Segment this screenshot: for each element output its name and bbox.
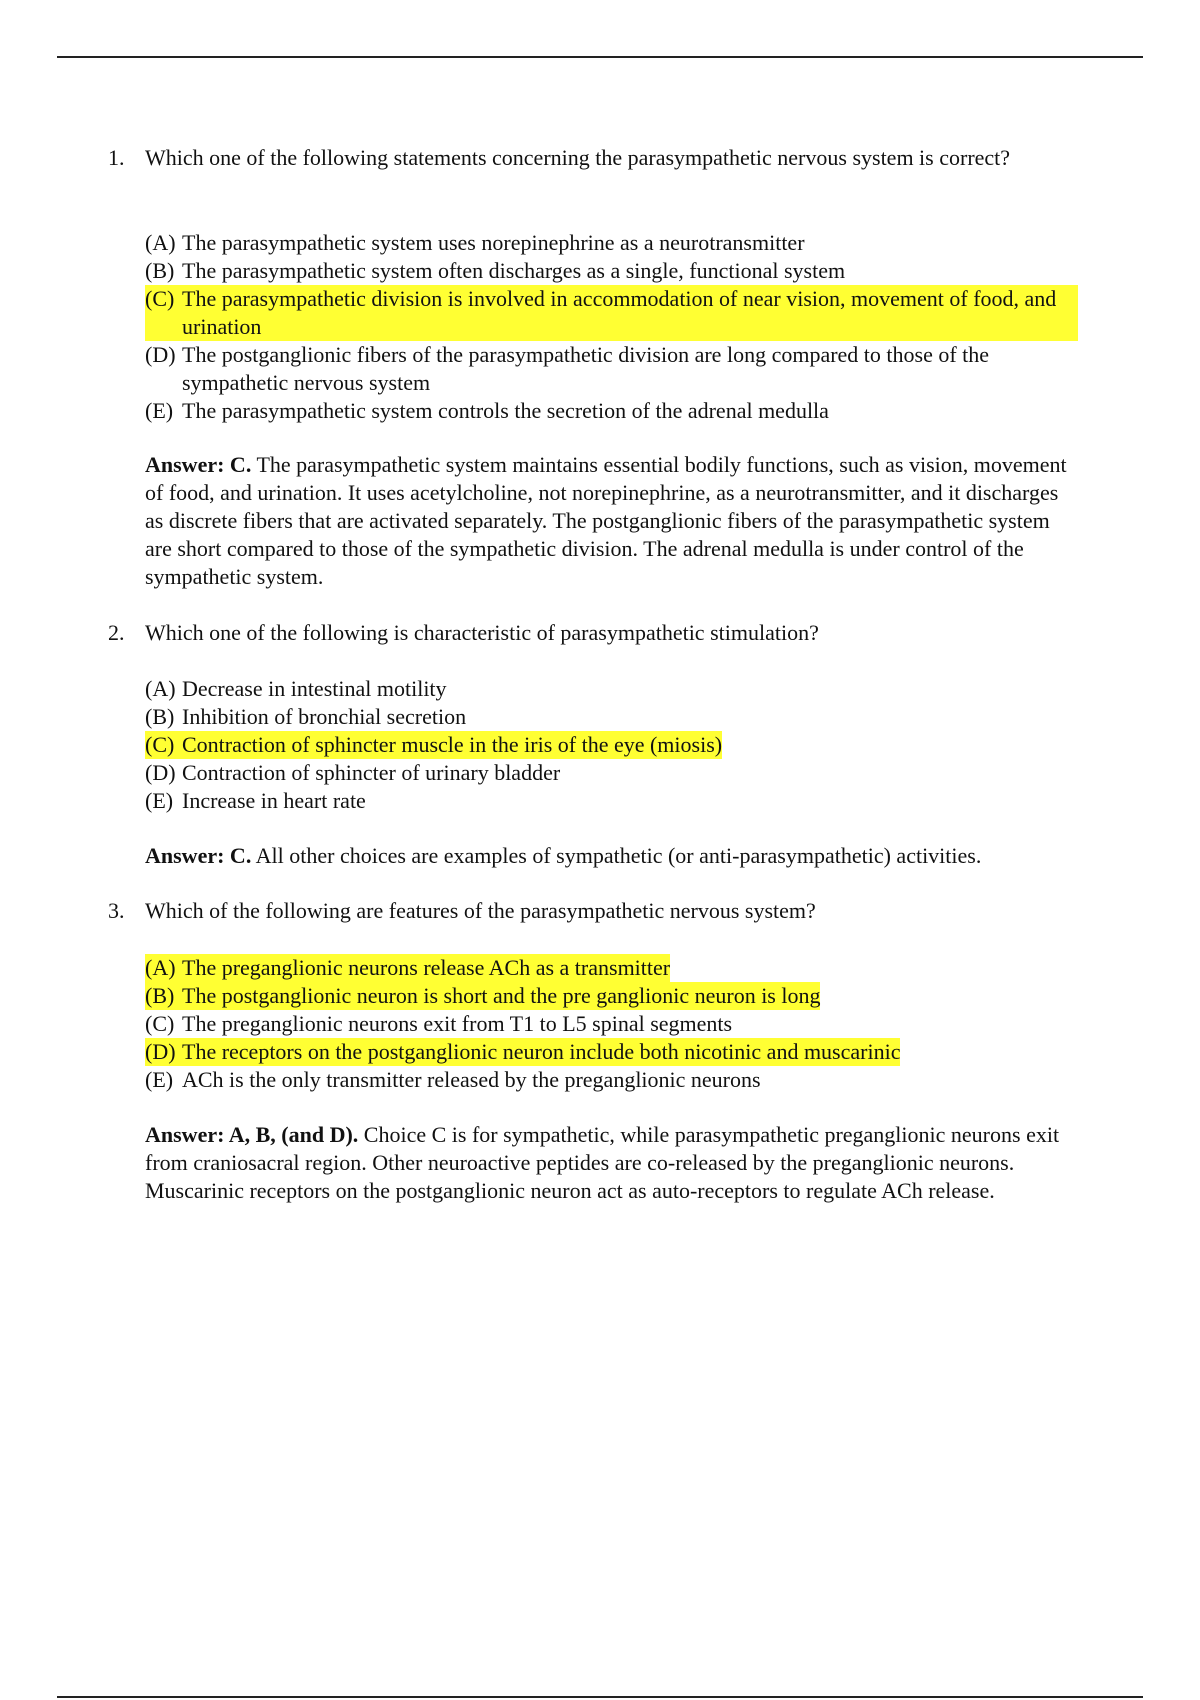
option-a (145, 675, 1078, 703)
option-label: (B) (145, 704, 175, 729)
option-text: The postganglionic neuron is short and the pre ganglionic neuron is long (182, 983, 821, 1008)
question-2 (108, 619, 1078, 647)
question-text: Which of the following are features of the parasympathetic nervous system? (145, 898, 816, 923)
option-label: (E) (145, 1067, 174, 1092)
option-b (145, 982, 820, 1010)
option-text: The receptors on the postganglionic neuron include both nicotinic and muscarinic (182, 1039, 901, 1064)
option-label: (D) (145, 1039, 176, 1064)
option-text: Inhibition of bronchial secretion (182, 704, 467, 729)
question-number: 3. (108, 898, 125, 923)
answer-explanation (108, 842, 1078, 870)
option-text: Contraction of sphincter of urinary bladder (182, 760, 561, 785)
option-d (145, 759, 1078, 787)
option-label: (A) (145, 955, 176, 980)
option-text: The preganglionic neurons release ACh as a transmitter (182, 955, 671, 980)
question-text: Which one of the following statements concerning the parasympathetic nervous system is correct? (145, 145, 1011, 170)
question-text: Which one of the following is characteristic of parasympathetic stimulation? (145, 620, 819, 645)
option-d (145, 1038, 900, 1066)
option-label: (D) (145, 760, 176, 785)
option-b (145, 257, 1078, 285)
option-text: Contraction of sphincter muscle in the iris of the eye (miosis) (182, 732, 723, 757)
option-text: The parasympathetic system uses norepinephrine as a neurotransmitter (182, 230, 805, 255)
option-label: (E) (145, 398, 174, 423)
question-1 (108, 144, 1078, 172)
option-label: (A) (145, 676, 176, 701)
option-label: (C) (145, 1011, 175, 1036)
option-e (145, 397, 1078, 425)
answer-explanation (108, 451, 1078, 591)
option-text: Increase in heart rate (182, 788, 366, 813)
option-a (145, 954, 670, 982)
option-text: The preganglionic neurons exit from T1 to L5 spinal segments (182, 1011, 733, 1036)
option-text: The parasympathetic division is involved in accommodation of near vision, movement of food, and urination (182, 286, 1057, 339)
option-text: Decrease in intestinal motility (182, 676, 447, 701)
answer-label: Answer: C. (145, 452, 252, 477)
bottom-rule (57, 1696, 1143, 1698)
option-text: The postganglionic fibers of the parasympathetic division are long compared to those of the sympathetic nervous system (182, 342, 990, 395)
option-label: (D) (145, 342, 176, 367)
option-e (145, 787, 1078, 815)
options-list (108, 954, 1078, 1094)
answer-text: Choice C is for sympathetic, while parasympathetic preganglionic neurons exit from craniosacral region. Other neuroactive peptides are co-released by the preganglionic neurons. Muscarinic receptors on the postganglionic neuron act as auto-receptors to regulate ACh release. (145, 1122, 1060, 1203)
option-label: (B) (145, 258, 175, 283)
options-list (108, 229, 1078, 425)
option-text: ACh is the only transmitter released by the preganglionic neurons (182, 1067, 761, 1092)
option-c (145, 1010, 1078, 1038)
question-3 (108, 897, 1078, 925)
option-a (145, 229, 1078, 257)
option-label: (B) (145, 983, 175, 1008)
question-number: 2. (108, 620, 125, 645)
option-text: The parasympathetic system controls the secretion of the adrenal medulla (182, 398, 829, 423)
option-label: (C) (145, 732, 175, 757)
option-c (145, 285, 1078, 341)
question-number: 1. (108, 145, 125, 170)
answer-text: The parasympathetic system maintains essential bodily functions, such as vision, movement of food, and urination. It uses acetylcholine, not norepinephrine, as a neurotransmitter, and it discharges as discrete fibers that are activated separately. The postganglionic fibers of the parasympathetic system are short compared to those of the sympathetic division. The adrenal medulla is under control of the sympathetic system. (145, 452, 1067, 589)
answer-explanation (108, 1121, 1078, 1205)
answer-label: Answer: A, B, (and D). (145, 1122, 359, 1147)
option-label: (C) (145, 286, 175, 311)
answer-label: Answer: C. (145, 843, 252, 868)
option-text: The parasympathetic system often discharges as a single, functional system (182, 258, 846, 283)
top-rule (57, 56, 1143, 58)
option-b (145, 703, 1078, 731)
answer-text: All other choices are examples of sympathetic (or anti-parasympathetic) activities. (255, 843, 982, 868)
option-e (145, 1066, 1078, 1094)
option-d (145, 341, 1078, 397)
option-label: (E) (145, 788, 174, 813)
options-list (108, 675, 1078, 815)
option-c (145, 731, 722, 759)
option-label: (A) (145, 230, 176, 255)
